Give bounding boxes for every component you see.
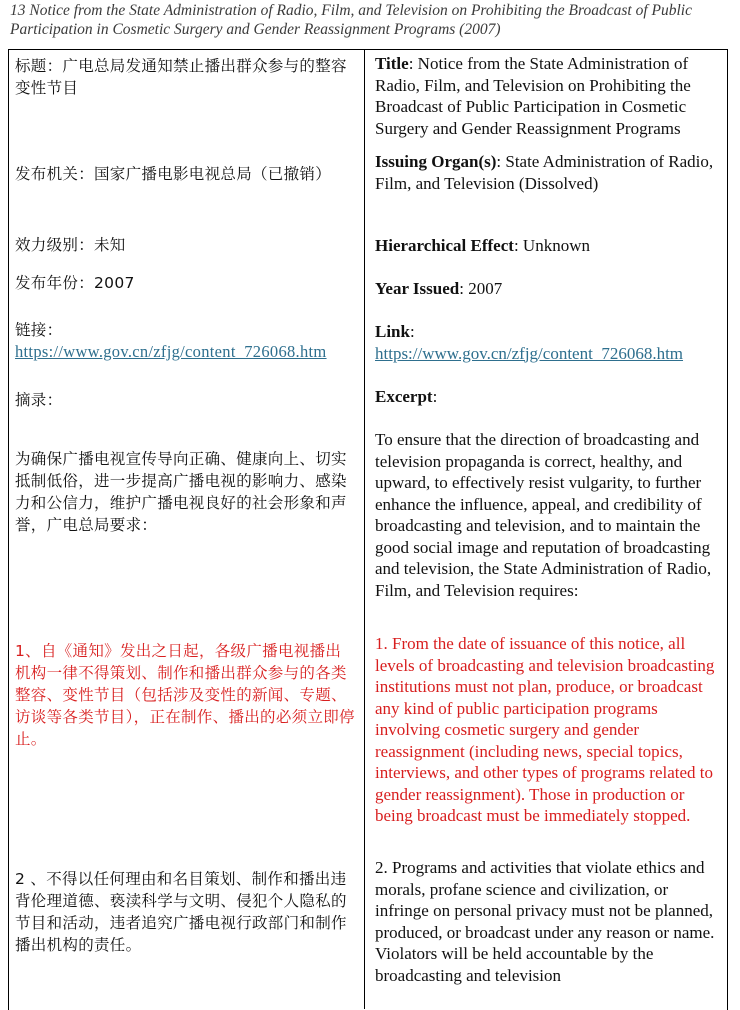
en-link-block [375,321,720,364]
zh-effect: 效力级别：未知 [15,236,126,254]
en-link-label: Link [375,322,410,341]
en-excerpt [375,386,720,408]
en-title [375,53,720,139]
zh-para-intro: 为确保广播电视宣传导向正确、健康向上、切实抵制低俗，进一步提高广播电视的影响力、感染力和公信力，维护广播电视良好的社会形象和声誉，广电总局要求： [15,450,347,534]
zh-para-1: 1、自《通知》发出之日起，各级广播电视播出机构一律不得策划、制作和播出群众参与的各类整容、变性节目（包括涉及变性的新闻、专题、访谈等各类节目），正在制作、播出的必须立即停止。 [15,642,355,748]
en-issuer [375,151,720,194]
zh-link-url[interactable]: https://www.gov.cn/zfjg/content_726068.htm [15,342,327,361]
zh-excerpt-label: 摘录： [15,391,63,409]
en-effect-label: Hierarchical Effect [375,236,514,255]
en-year [375,278,720,300]
zh-issuer: 发布机关：国家广播电影电视总局（已撤销） [15,165,332,183]
en-year-text: : 2007 [459,279,503,298]
en-effect-text: : Unknown [513,236,590,255]
en-title-label: Title [375,54,409,73]
en-para-1: 1. From the date of issuance of this notice, all levels of broadcasting and television broadcasting institutions must not plan, produce, or broadcast any kind of public participation programs involving cosmetic surgery and gender reassignment (including news, special topics, interviews, and other types of programs related to gender reassignment). Those in production or being broadcast must be immediately stopped. [375,634,715,825]
en-link-url[interactable]: https://www.gov.cn/zfjg/content_726068.htm [375,343,684,363]
en-excerpt-label: Excerpt [375,387,433,406]
zh-year: 发布年份：2007 [15,274,135,292]
zh-link-label: 链接： [15,321,63,339]
column-divider [364,49,365,1009]
en-title-text: : Notice from the State Administration of Radio, Film, and Television on Prohibiting the Broadcast of Public Participation in Cosmetic Surgery and Gender Reassignment Programs [375,54,691,138]
en-para-intro: To ensure that the direction of broadcasting and television propaganda is correct, healthy, and upward, to effectively resist vulgarity, to further enhance the influence, appeal, and credibility of broadcasting and television, and to maintain the good social image and reputation of broadcasting and television, the State Administration of Radio, Film, and Television requires: [375,430,712,600]
en-year-label: Year Issued [375,279,460,298]
en-link-line [375,321,720,343]
zh-title: 标题：广电总局发通知禁止播出群众参与的整容变性节目 [15,57,347,97]
en-para-2: 2. Programs and activities that violate ethics and morals, profane science and civilization, or infringe on personal privacy must not be planned, produced, or broadcast under any reason or name. Violators will be held accountable by the broadcasting and television [375,858,715,985]
en-issuer-text: : State Administration of Radio, Film, and Television (Dissolved) [375,152,714,193]
en-effect [375,235,720,257]
zh-para-2: 2 、不得以任何理由和名目策划、制作和播出违背伦理道德、亵渎科学与文明、侵犯个人隐私的节目和活动，违者追究广播电视行政部门和制作播出机构的责任。 [15,870,347,954]
en-issuer-label: Issuing Organ(s) [375,152,497,171]
zh-link-block [15,319,355,363]
en-excerpt-colon: : [432,387,438,406]
en-link-colon: : [409,322,415,341]
document-caption: 13 Notice from the State Administration of Radio, Film, and Television on Prohibiting the Broadcast of Public Participation in Cosmetic Surgery and Gender Reassignment Programs (2007) [10,2,692,38]
